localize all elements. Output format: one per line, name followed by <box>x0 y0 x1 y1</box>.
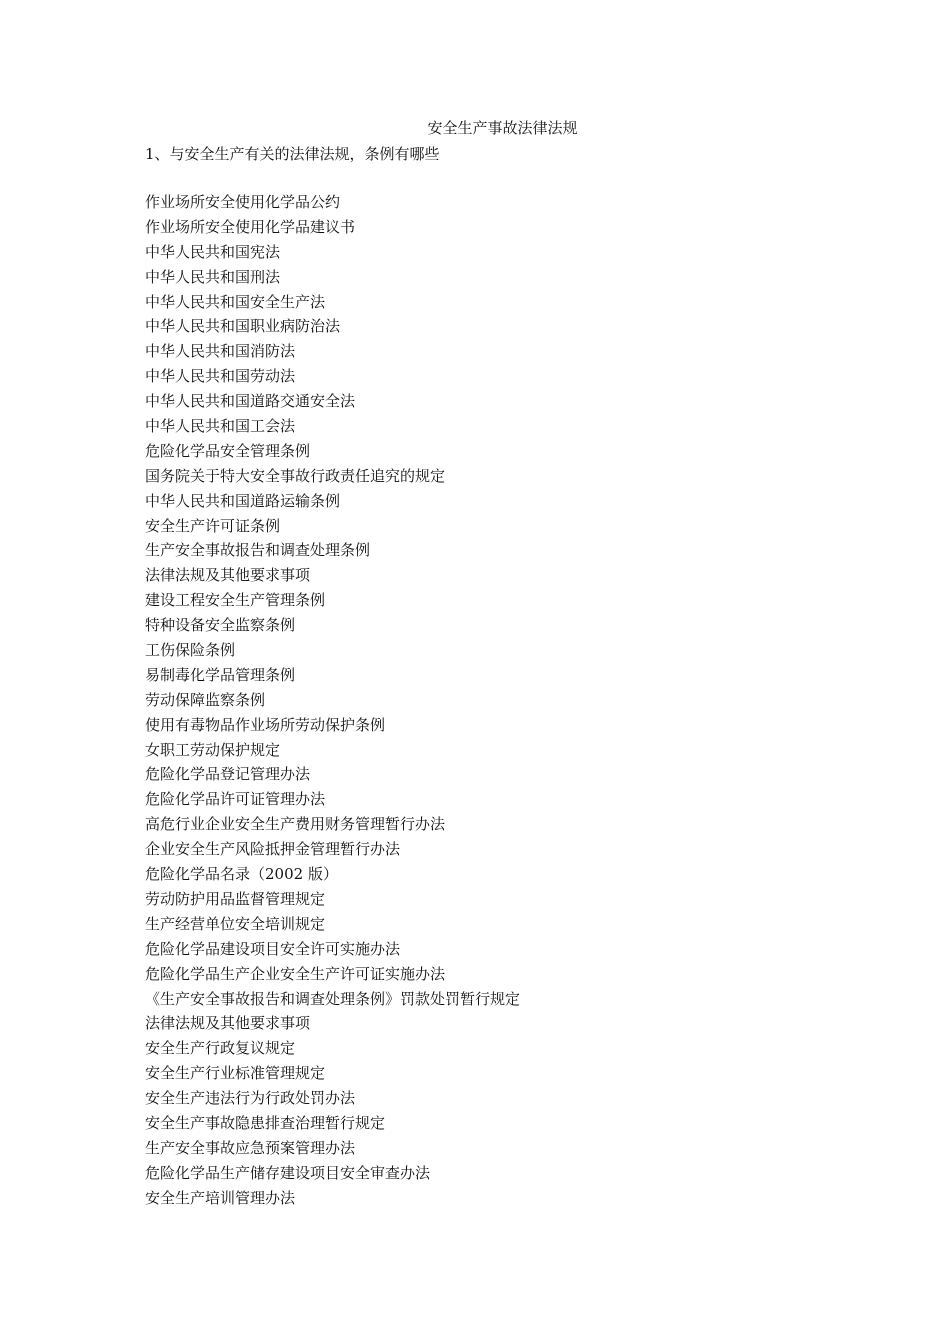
list-item: 使用有毒物品作业场所劳动保护条例 <box>145 715 386 734</box>
list-item: 特种设备安全监察条例 <box>145 616 296 635</box>
list-item: 危险化学品生产储存建设项目安全审查办法 <box>145 1163 431 1182</box>
law-list <box>145 190 520 1211</box>
list-item: 建设工程安全生产管理条例 <box>145 591 326 610</box>
list-item: 法律法规及其他要求事项 <box>145 566 311 585</box>
list-item: 生产安全事故报告和调查处理条例 <box>145 541 371 560</box>
list-item: 企业安全生产风险抵押金管理暂行办法 <box>145 840 401 859</box>
list-item: 国务院关于特大安全事故行政责任追究的规定 <box>145 466 446 485</box>
list-item: 危险化学品建设项目安全许可实施办法 <box>145 939 401 958</box>
list-item: 危险化学品安全管理条例 <box>145 441 311 460</box>
list-item: 危险化学品名录（2002 版） <box>145 865 338 884</box>
list-item: 安全生产事故隐患排查治理暂行规定 <box>145 1113 386 1132</box>
list-item: 中华人民共和国劳动法 <box>145 367 296 386</box>
list-item: 女职工劳动保护规定 <box>145 740 281 759</box>
list-item: 法律法规及其他要求事项 <box>145 1014 311 1033</box>
list-item: 生产安全事故应急预案管理办法 <box>145 1138 356 1157</box>
list-item: 中华人民共和国宪法 <box>145 242 281 261</box>
list-item: 《生产安全事故报告和调查处理条例》罚款处罚暂行规定 <box>145 989 521 1008</box>
list-item: 危险化学品登记管理办法 <box>145 765 311 784</box>
page-title: 安全生产事故法律法规 <box>427 119 578 137</box>
list-item: 安全生产许可证条例 <box>145 516 281 535</box>
section-question: 1、与安全生产有关的法律法规，条例有哪些 <box>145 145 440 163</box>
list-item: 安全生产行业标准管理规定 <box>145 1064 326 1083</box>
list-item: 危险化学品生产企业安全生产许可证实施办法 <box>145 964 446 983</box>
list-item: 危险化学品许可证管理办法 <box>145 790 326 809</box>
list-item: 安全生产培训管理办法 <box>145 1188 296 1207</box>
list-item: 高危行业企业安全生产费用财务管理暂行办法 <box>145 815 446 834</box>
list-item: 中华人民共和国工会法 <box>145 417 296 436</box>
list-item: 劳动防护用品监督管理规定 <box>145 889 326 908</box>
list-item: 作业场所安全使用化学品公约 <box>145 193 341 211</box>
list-item: 生产经营单位安全培训规定 <box>145 914 326 933</box>
list-item: 易制毒化学品管理条例 <box>145 665 296 684</box>
list-item: 作业场所安全使用化学品建议书 <box>145 217 356 236</box>
list-item: 中华人民共和国道路运输条例 <box>145 491 341 510</box>
list-item: 安全生产违法行为行政处罚办法 <box>145 1089 356 1108</box>
list-item: 中华人民共和国刑法 <box>145 267 281 286</box>
list-item: 中华人民共和国安全生产法 <box>145 292 326 311</box>
list-item: 劳动保障监察条例 <box>145 690 266 709</box>
list-item: 中华人民共和国道路交通安全法 <box>145 392 356 411</box>
list-item: 工伤保险条例 <box>145 641 236 660</box>
list-item: 中华人民共和国职业病防治法 <box>145 317 341 336</box>
list-item: 中华人民共和国消防法 <box>145 342 296 361</box>
list-item: 安全生产行政复议规定 <box>145 1039 296 1058</box>
